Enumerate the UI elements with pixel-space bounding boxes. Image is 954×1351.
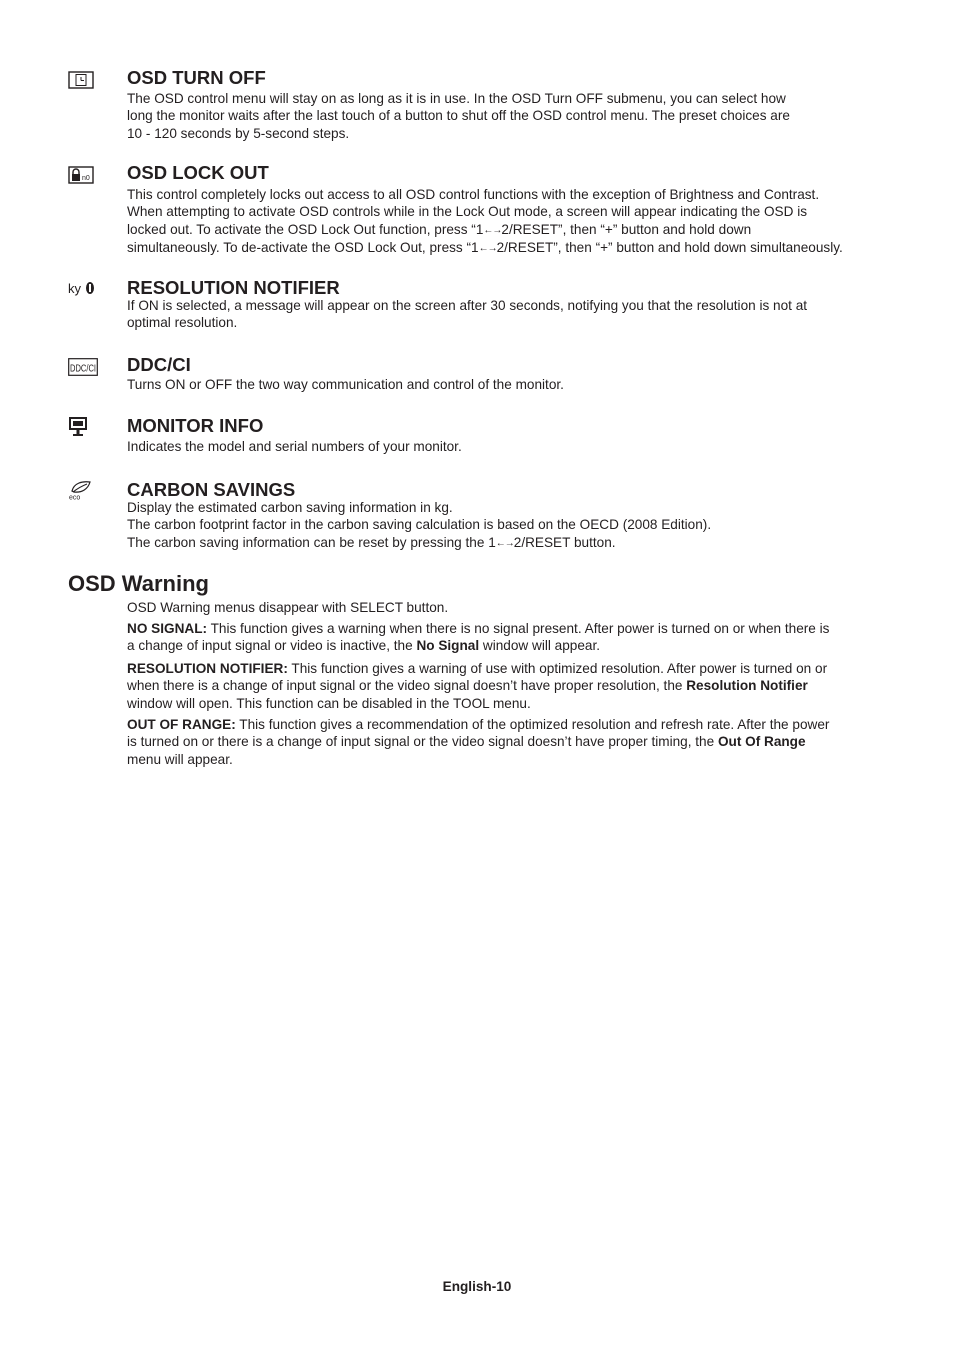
section-description bbox=[127, 438, 897, 455]
text-line: a change of input signal or video is inactive, the No Signal window will appear. bbox=[127, 638, 601, 654]
text-line: When attempting to activate OSD controls while in the Lock Out mode, a screen will appear indicating the OSD is bbox=[127, 204, 808, 220]
svg-text:n0: n0 bbox=[82, 175, 90, 182]
section-title: CARBON SAVINGS bbox=[127, 479, 296, 500]
text-line: locked out. To activate the OSD Lock Out function, press “1←→2/RESET”, then “+” button and hold down bbox=[127, 221, 752, 237]
text-line: Display the estimated carbon saving information in kg. bbox=[127, 500, 453, 515]
warning-no-signal bbox=[127, 620, 897, 655]
warning-out-of-range bbox=[127, 716, 897, 768]
timer-window-icon bbox=[68, 70, 98, 90]
warning-intro bbox=[127, 599, 897, 616]
left-right-arrow-icon: ←→ bbox=[478, 243, 497, 255]
section-description bbox=[127, 90, 897, 142]
text-line: RESOLUTION NOTIFIER: This function gives a warning of use with optimized resolution. After power is turned on or bbox=[127, 661, 828, 676]
text-line: This control completely locks out access to all OSD control functions with the exception of Brightness and Contrast. bbox=[127, 187, 820, 202]
text-line: long the monitor waits after the last touch of a button to shut off the OSD control menu. The preset choices are bbox=[127, 108, 790, 124]
monitor-info-icon bbox=[68, 417, 98, 437]
warning-resolution-notifier bbox=[127, 660, 897, 712]
text-line: when there is a change of input signal or the video signal doesn’t have proper resolution, the Resolution Notifier bbox=[127, 678, 808, 694]
text-line: menu will appear. bbox=[127, 751, 233, 767]
text-line: OUT OF RANGE: This function gives a recommendation of the optimized resolution and refresh rate. After the power bbox=[127, 717, 830, 732]
text-line: is turned on or there is a change of input signal or the video signal doesn’t have proper timing, the Out Of Range bbox=[127, 734, 806, 750]
left-right-arrow-icon: ←→ bbox=[495, 537, 514, 549]
section-title: OSD LOCK OUT bbox=[127, 162, 269, 183]
resolution-notifier-icon bbox=[68, 278, 98, 298]
svg-text:DDC/CI: DDC/CI bbox=[70, 362, 96, 375]
text-line: The carbon saving information can be reset by pressing the 1←→2/RESET button. bbox=[127, 534, 616, 550]
lock-icon bbox=[68, 165, 98, 185]
section-description bbox=[127, 499, 897, 552]
text-line: optimal resolution. bbox=[127, 315, 238, 331]
svg-text:eco: eco bbox=[69, 494, 81, 502]
section-title: DDC/CI bbox=[127, 354, 191, 375]
term-label: RESOLUTION NOTIFIER: bbox=[127, 661, 288, 676]
section-title: MONITOR INFO bbox=[127, 415, 264, 436]
text-line: Indicates the model and serial numbers of your monitor. bbox=[127, 439, 462, 454]
ddc-ci-icon bbox=[68, 357, 98, 377]
text-line: The carbon footprint factor in the carbon saving calculation is based on the OECD (2008 Edition). bbox=[127, 517, 712, 533]
term-label: OUT OF RANGE: bbox=[127, 717, 236, 732]
page-heading-osd-warning: OSD Warning bbox=[68, 571, 209, 596]
eco-leaf-icon bbox=[68, 480, 98, 500]
section-description bbox=[127, 297, 897, 332]
svg-text:ky: ky bbox=[68, 281, 81, 296]
section-title: OSD TURN OFF bbox=[127, 67, 266, 88]
text-line: NO SIGNAL: This function gives a warning when there is no signal present. After power is turned on or when there is bbox=[127, 621, 830, 636]
section-description bbox=[127, 376, 897, 393]
text-line: 10 - 120 seconds by 5-second steps. bbox=[127, 125, 350, 141]
text-line: The OSD control menu will stay on as long as it is in use. In the OSD Turn OFF submenu, you can select how bbox=[127, 91, 786, 106]
text-line: window will open. This function can be disabled in the TOOL menu. bbox=[127, 695, 531, 711]
text-line: OSD Warning menus disappear with SELECT button. bbox=[127, 600, 449, 615]
page-number: English-10 bbox=[442, 1279, 512, 1294]
text-line: If ON is selected, a message will appear on the screen after 30 seconds, notifying you that the resolution is not at bbox=[127, 298, 808, 313]
text-line: simultaneously. To de-activate the OSD Lock Out, press “1←→2/RESET”, then “+” button and hold down simultaneously. bbox=[127, 240, 843, 256]
section-description bbox=[127, 186, 897, 258]
term-label: NO SIGNAL: bbox=[127, 621, 208, 636]
section-title: RESOLUTION NOTIFIER bbox=[127, 277, 340, 298]
left-right-arrow-icon: ←→ bbox=[483, 224, 502, 236]
text-line: Turns ON or OFF the two way communication and control of the monitor. bbox=[127, 377, 564, 392]
